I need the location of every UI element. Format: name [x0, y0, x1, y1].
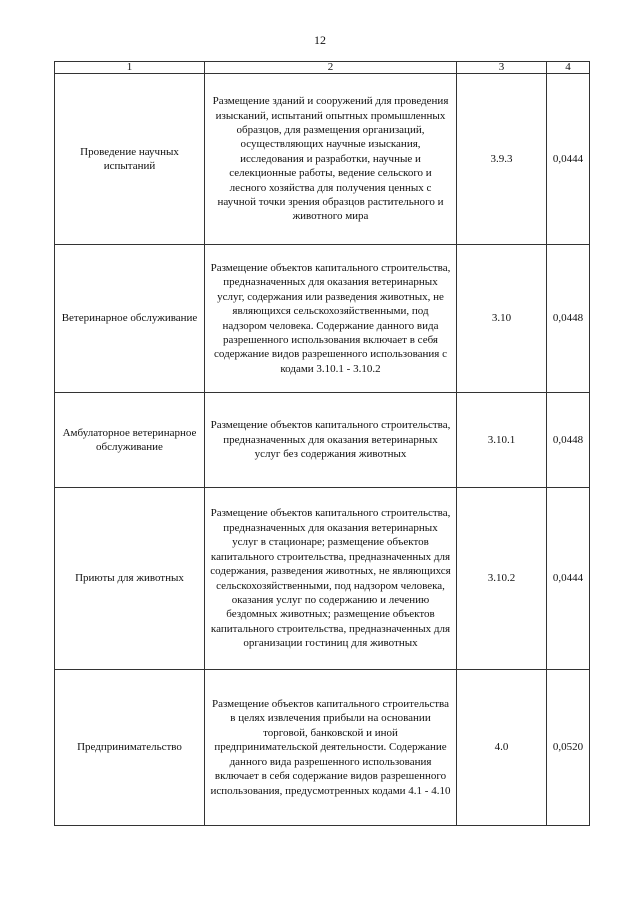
coefficient-cell: 0,0444	[547, 488, 590, 670]
column-header-2: 2	[205, 62, 457, 74]
table-row	[55, 74, 590, 245]
coefficient-cell: 0,0448	[547, 245, 590, 393]
use-name-cell: Приюты для животных	[55, 488, 205, 670]
coefficient-cell: 0,0448	[547, 393, 590, 488]
table-row	[55, 670, 590, 826]
use-name-cell: Проведение научных испытаний	[55, 74, 205, 245]
use-description-cell: Размещение объектов капитального строительства, предназначенных для оказания ветеринарных услуг без содержания животных	[205, 393, 457, 488]
column-header-4: 4	[547, 62, 590, 74]
use-description-cell: Размещение объектов капитального строительства, предназначенных для оказания ветеринарных услуг в стационаре; размещение объектов капитального строительства, предназначенных для содержания, разведения животных, не являющихся сельскохозяйственными, под надзором человека, оказания услуг по содержанию и лечению бездомных животных; размещение объектов капитального строительства, предназначенных для организации гостиниц для животных	[205, 488, 457, 670]
table-row	[55, 488, 590, 670]
use-code-cell: 3.10	[457, 245, 547, 393]
coefficient-cell: 0,0444	[547, 74, 590, 245]
use-name-cell: Амбулаторное ветеринарное обслуживание	[55, 393, 205, 488]
column-header-3: 3	[457, 62, 547, 74]
use-code-cell: 3.10.1	[457, 393, 547, 488]
use-description-cell: Размещение объектов капитального строительства, предназначенных для оказания ветеринарных услуг, содержания или разведения животных, не являющихся сельскохозяйственными, под надзором человека. Содержание данного вида разрешенного использования включает в себя содержание видов разрешенного использования с кодами 3.10.1 - 3.10.2	[205, 245, 457, 393]
use-name-cell: Ветеринарное обслуживание	[55, 245, 205, 393]
use-code-cell: 4.0	[457, 670, 547, 826]
use-code-cell: 3.10.2	[457, 488, 547, 670]
use-name-cell: Предпринимательство	[55, 670, 205, 826]
table-header-row	[55, 62, 590, 74]
land-use-table	[54, 61, 590, 826]
page-number: 12	[314, 33, 326, 47]
table-row	[55, 245, 590, 393]
column-header-1: 1	[55, 62, 205, 74]
use-description-cell: Размещение объектов капитального строительства в целях извлечения прибыли на основании торговой, банковской и иной предпринимательской деятельности. Содержание данного вида разрешенного использования включает в себя содержание видов разрешенного использования, предусмотренных кодами 4.1 - 4.10	[205, 670, 457, 826]
table-row	[55, 393, 590, 488]
coefficient-cell: 0,0520	[547, 670, 590, 826]
use-description-cell: Размещение зданий и сооружений для проведения изысканий, испытаний опытных промышленных образцов, для размещения организаций, осуществляющих научные изыскания, исследования и разработки, научные и селекционные работы, ведение сельского и лесного хозяйства для получения ценных с научной точки зрения образцов растительного и животного мира	[205, 74, 457, 245]
use-code-cell: 3.9.3	[457, 74, 547, 245]
